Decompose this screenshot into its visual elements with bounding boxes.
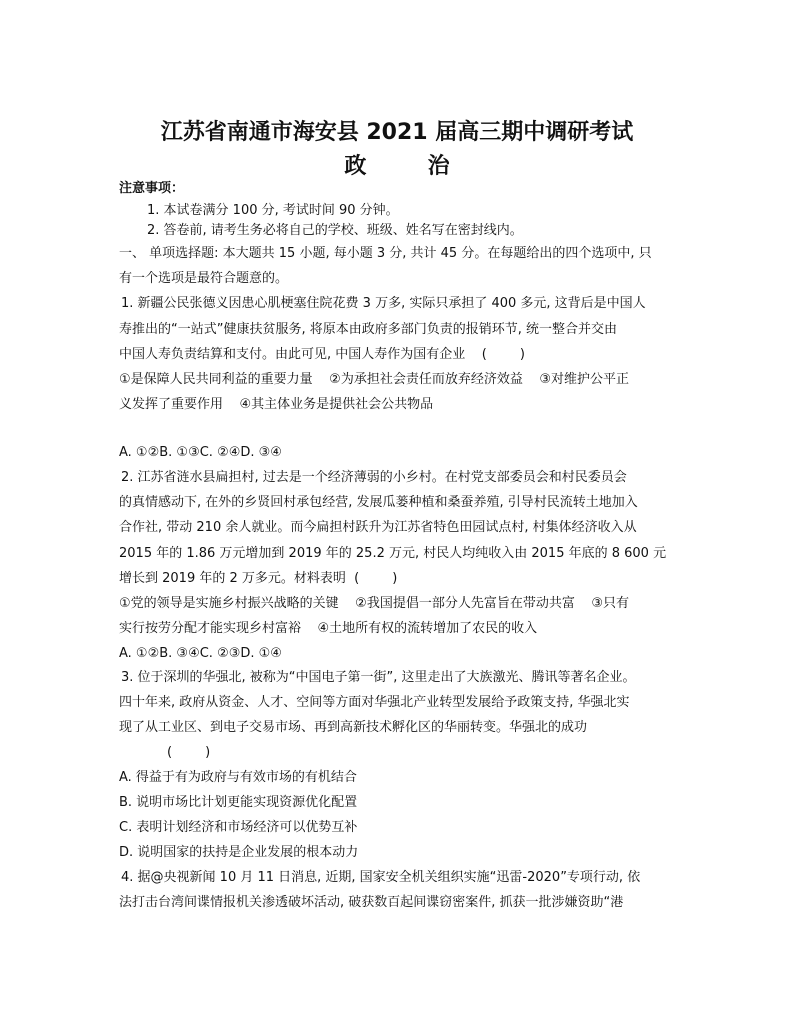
q4-line-2: 法打击台湾间谍情报机关渗透破坏活动, 破获数百起间谍窃密案件, 抓获一批涉嫌资助“港 (119, 895, 624, 910)
notes-item-2: 2. 答卷前, 请考生务必将自己的学校、班级、姓名写在密封线内。 (147, 223, 523, 238)
notes-item-1: 1. 本试卷满分 100 分, 考试时间 90 分钟。 (147, 203, 399, 218)
exam-title: 江苏省南通市海安县 2021 届高三期中调研考试 (160, 120, 634, 145)
section-1-line-2: 有一个选项是最符合题意的。 (119, 271, 289, 286)
q3-option-d: D. 说明国家的扶持是企业发展的根本动力 (119, 845, 359, 860)
q3-option-b: B. 说明市场比计划更能实现资源优化配置 (119, 795, 358, 810)
q1-option-line-2: 义发挥了重要作用 ④其主体业务是提供社会公共物品 (119, 397, 434, 412)
q3-option-c: C. 表明计划经济和市场经济可以优势互补 (119, 820, 358, 835)
q2-line-3: 合作社, 带动 210 余人就业。而今扁担村跃升为江苏省特色田园试点村, 村集体经济收入从 (119, 520, 637, 535)
q4-line-1: 4. 据@央视新闻 10 月 11 日消息, 近期, 国家安全机关组织实施“迅雷-2020”专项行动, 依 (121, 870, 641, 885)
section-1-line-1: 一、 单项选择题: 本大题共 15 小题, 每小题 3 分, 共计 45 分。在每题给出的四个选项中, 只 (119, 246, 652, 261)
q2-line-4: 2015 年的 1.86 万元增加到 2019 年的 25.2 万元, 村民人均纯收入由 2015 年底的 8 600 元 (119, 546, 667, 561)
subject-title: 政 治 (344, 154, 450, 179)
notes-heading: 注意事项： (119, 181, 185, 196)
q2-option-line-2: 实行按劳分配才能实现乡村富裕 ④土地所有权的流转增加了农民的收入 (119, 621, 538, 636)
q3-answer-blank: ( ) (167, 745, 211, 760)
q3-line-2: 四十年来, 政府从资金、人才、空间等方面对华强北产业转型发展给予政策支持, 华强北实 (119, 695, 630, 710)
q1-answer-choices: A. ①②B. ①③C. ②④D. ③④ (119, 445, 282, 460)
q3-line-1: 3. 位于深圳的华强北, 被称为“中国电子第一街”, 这里走出了大族激光、腾讯等著名企业。 (121, 670, 636, 685)
q1-line-2: 寿推出的“一站式”健康扶贫服务, 将原本由政府多部门负责的报销环节, 统一整合并交由 (119, 322, 617, 337)
q2-line-5: 增长到 2019 年的 2 万多元。材料表明 ( ) (119, 571, 398, 586)
q2-line-2: 的真情感动下, 在外的乡贤回村承包经营, 发展瓜蒌种植和桑蚕养殖, 引导村民流转土地加入 (119, 495, 638, 510)
q1-option-line-1: ①是保障人民共同利益的重要力量 ②为承担社会责任而放弃经济效益 ③对维护公平正 (119, 372, 630, 387)
q3-option-a: A. 得益于有为政府与有效市场的有机结合 (119, 770, 357, 785)
q1-line-1: 1. 新疆公民张德义因患心肌梗塞住院花费 3 万多, 实际只承担了 400 多元, 这背后是中国人 (121, 296, 646, 311)
q1-line-3: 中国人寿负责结算和支付。由此可见, 中国人寿作为国有企业 ( ) (119, 347, 525, 362)
q2-line-1: 2. 江苏省涟水县扁担村, 过去是一个经济薄弱的小乡村。在村党支部委员会和村民委员会 (121, 470, 627, 485)
q2-option-line-1: ①党的领导是实施乡村振兴战略的关键 ②我国提倡一部分人先富旨在带动共富 ③只有 (119, 596, 630, 611)
q3-line-3: 现了从工业区、到电子交易市场、再到高新技术孵化区的华丽转变。华强北的成功 (119, 720, 588, 735)
q2-answer-choices: A. ①②B. ③④C. ②③D. ①④ (119, 646, 282, 661)
